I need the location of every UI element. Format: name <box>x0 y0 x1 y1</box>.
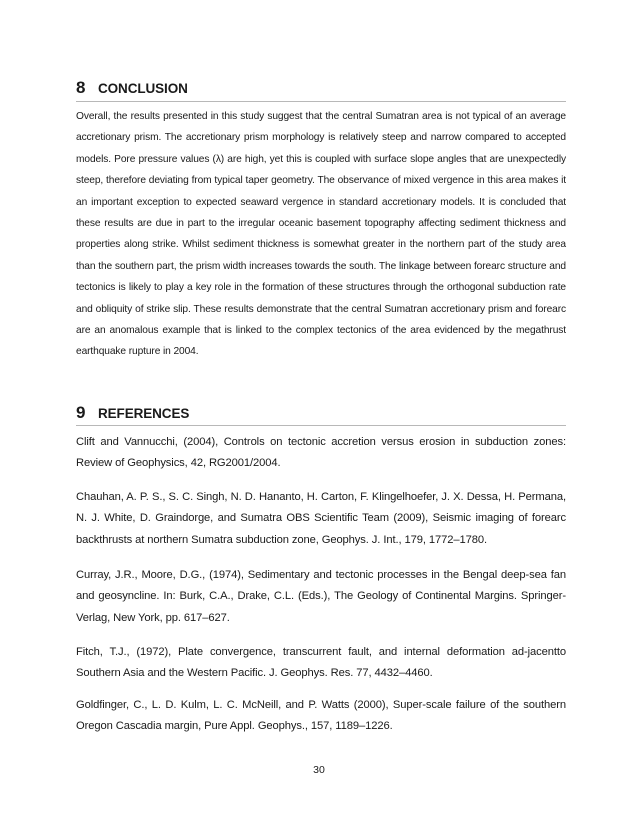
conclusion-heading <box>76 78 188 98</box>
reference-item: Curray, J.R., Moore, D.G., (1974), Sedimentary and tectonic processes in the Bengal deep-sea fan and geosyncline. In: Burk, C.A., Drake, C.L. (Eds.), The Geology of Continental Margins. Springer-Verlag, New York, pp. 617–627. <box>76 569 566 624</box>
conclusion-section-title: CONCLUSION <box>98 81 188 96</box>
reference-item: Goldfinger, C., L. D. Kulm, L. C. McNeill, and P. Watts (2000), Super-scale failure of the southern Oregon Cascadia margin, Pure Appl. Geophys., 157, 1189–1226. <box>76 699 566 733</box>
references-section-title: REFERENCES <box>98 406 190 421</box>
references-heading-rule <box>76 425 566 426</box>
references-heading <box>76 403 189 423</box>
conclusion-paragraph: Overall, the results presented in this study suggest that the central Sumatran area is not typical of an average accretionary prism. The accretionary prism morphology is relatively steep and narrow compared to accepted models. Pore pressure values (λ) are high, yet this is coupled with surface slope angles that are unexpectedly steep, therefore deviating from typical taper geometry. The observance of mixed vergence in this area makes it an important exception to expected seaward vergence in standard accretionary models. It is concluded that these results are due in part to the irregular oceanic basement topography affecting sediment thickness and properties along strike. Whilst sediment thickness is somewhat greater in the northern part of the study area than the southern part, the prism width increases towards the south. The linkage between forearc structure and tectonics is likely to play a key role in the formation of these structures through the orthogonal subduction rate and obliquity of strike slip. These results demonstrate that the central Sumatran accretionary prism and forearc are an anomalous example that is linked to the complex tectonics of the area evidenced by the megathrust earthquake rupture in 2004. <box>76 111 566 358</box>
reference-item: Chauhan, A. P. S., S. C. Singh, N. D. Hananto, H. Carton, F. Klingelhoefer, J. X. Dessa, H. Permana, N. J. White, D. Graindorge, and Sumatra OBS Scientific Team (2009), Seismic imaging of forearc backthrusts at northern Sumatra subduction zone, Geophys. J. Int., 179, 1772–1780. <box>76 491 566 546</box>
reference-item: Clift and Vannucchi, (2004), Controls on tectonic accretion versus erosion in subduction zones: Review of Geophysics, 42, RG2001/2004. <box>76 436 566 470</box>
conclusion-heading-rule <box>76 101 566 102</box>
reference-item: Fitch, T.J., (1972), Plate convergence, transcurrent fault, and internal deformation ad-jacentto Southern Asia and the Western Pacific. J. Geophys. Res. 77, 4432–4460. <box>76 646 566 680</box>
conclusion-section-number: 8 <box>76 78 86 97</box>
references-section-number: 9 <box>76 403 86 422</box>
page-number: 30 <box>313 764 325 776</box>
